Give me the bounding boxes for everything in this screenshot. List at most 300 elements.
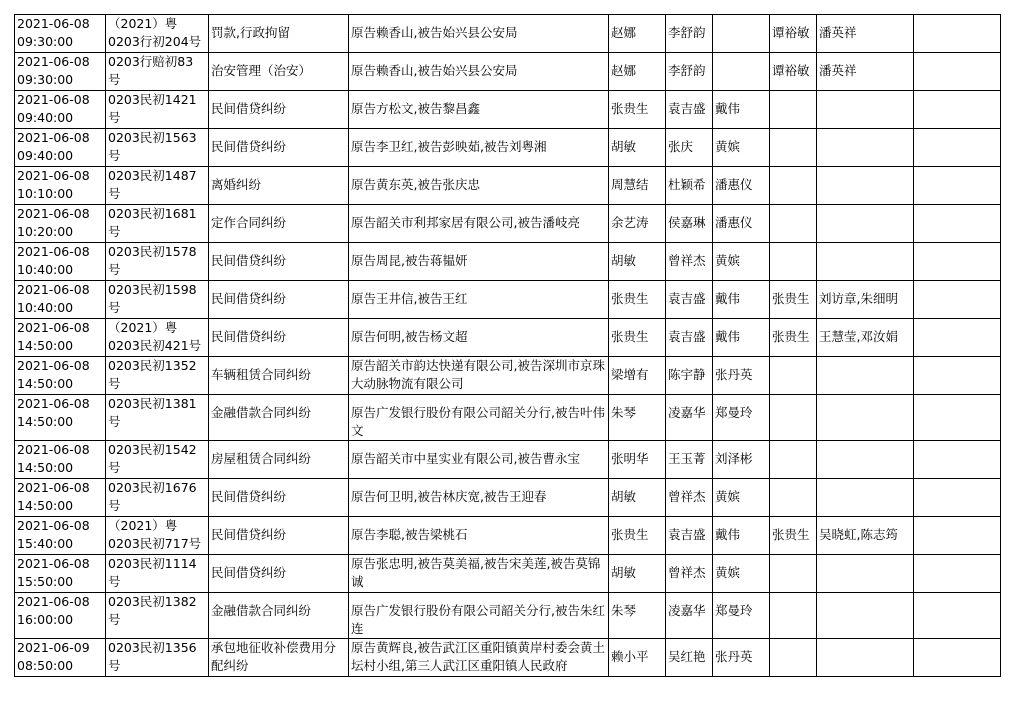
presiding-judge: 赖小平 — [611, 649, 649, 664]
empty-cell — [914, 517, 1001, 555]
presiding-judge: 胡敏 — [611, 489, 637, 504]
member2-cell — [713, 639, 770, 677]
case-cause-cell — [209, 593, 349, 639]
extra1-cell — [770, 639, 817, 677]
case-number-line2: 号 — [108, 658, 121, 673]
hearing-datetime-cell — [15, 517, 106, 555]
member2-cell — [713, 129, 770, 167]
member2-cell — [713, 319, 770, 357]
member1-cell — [666, 555, 713, 593]
case-number-cell — [106, 243, 209, 281]
presiding-judge: 朱琴 — [611, 405, 637, 420]
presiding-judge: 胡敏 — [611, 139, 637, 154]
hearing-datetime-cell — [15, 15, 106, 53]
panel-member-1: 袁吉盛 — [668, 527, 706, 542]
extra2-cell — [817, 479, 914, 517]
presiding-judge-cell — [609, 555, 666, 593]
empty-cell — [914, 441, 1001, 479]
table-row — [15, 91, 1001, 129]
panel-member-2: 黄嫔 — [715, 489, 741, 504]
parties-cell — [349, 639, 609, 677]
case-cause-cell — [209, 243, 349, 281]
case-number-line2: 号 — [108, 262, 121, 277]
panel-member-2: 郑曼玲 — [715, 405, 753, 420]
parties: 原告黄辉良,被告武江区重阳镇黄岸村委会黄土坛村小组,第三人武江区重阳镇人民政府 — [351, 640, 605, 673]
panel-member-2: 戴伟 — [715, 291, 741, 306]
case-number-line1: 0203行赔初83 — [108, 54, 194, 69]
table-row — [15, 129, 1001, 167]
panel-member-1: 曾祥杰 — [668, 565, 706, 580]
case-number-line1: 0203民初1487 — [108, 168, 197, 183]
presiding-judge-cell — [609, 441, 666, 479]
presiding-judge-cell — [609, 357, 666, 395]
parties-cell — [349, 555, 609, 593]
parties: 原告赖香山,被告始兴县公安局 — [351, 63, 518, 78]
case-number-line2: 号 — [108, 110, 121, 125]
table-row — [15, 517, 1001, 555]
panel-member-1: 曾祥杰 — [668, 253, 706, 268]
presiding-judge-cell — [609, 167, 666, 205]
member1-cell — [666, 441, 713, 479]
extra1-cell — [770, 517, 817, 555]
member2-cell — [713, 243, 770, 281]
hearing-date: 2021-06-08 — [17, 556, 90, 571]
hearing-date: 2021-06-08 — [17, 594, 90, 609]
parties-cell — [349, 243, 609, 281]
parties-cell — [349, 91, 609, 129]
parties: 原告王井信,被告王红 — [351, 291, 468, 306]
panel-member-1: 凌嘉华 — [668, 603, 706, 618]
member2-cell — [713, 517, 770, 555]
case-number-cell — [106, 53, 209, 91]
member1-cell — [666, 357, 713, 395]
case-cause-cell — [209, 517, 349, 555]
extra1-cell — [770, 441, 817, 479]
member1-cell — [666, 517, 713, 555]
extra2-cell — [817, 555, 914, 593]
empty-cell — [914, 357, 1001, 395]
presiding-judge: 张明华 — [611, 451, 649, 466]
extra2-cell — [817, 517, 914, 555]
case-number-line1: （2021）粤 — [108, 320, 178, 335]
hearing-time: 10:20:00 — [17, 224, 74, 239]
panel-member-1: 吴红艳 — [668, 649, 706, 664]
presiding-judge-cell — [609, 129, 666, 167]
presiding-judge: 胡敏 — [611, 565, 637, 580]
extra2-cell — [817, 357, 914, 395]
case-number-line2: 号 — [108, 498, 121, 513]
parties-cell — [349, 517, 609, 555]
table-row — [15, 357, 1001, 395]
hearing-date: 2021-06-08 — [17, 130, 90, 145]
empty-cell — [914, 555, 1001, 593]
hearing-time: 14:50:00 — [17, 414, 74, 429]
hearing-datetime-cell — [15, 129, 106, 167]
parties: 原告何卫明,被告林庆宽,被告王迎春 — [351, 489, 547, 504]
parties-cell — [349, 53, 609, 91]
hearing-time: 14:50:00 — [17, 460, 74, 475]
extra-person-2 — [819, 479, 911, 488]
extra1-cell — [770, 91, 817, 129]
panel-member-2 — [715, 53, 767, 62]
extra-person-1 — [772, 91, 814, 100]
case-number-cell — [106, 15, 209, 53]
presiding-judge: 胡敏 — [611, 253, 637, 268]
parties-cell — [349, 167, 609, 205]
empty-cell — [914, 205, 1001, 243]
case-number-line1: 0203民初1563 — [108, 130, 197, 145]
case-cause-cell — [209, 395, 349, 441]
extra-person-1 — [772, 357, 814, 366]
member1-cell — [666, 15, 713, 53]
presiding-judge-cell — [609, 479, 666, 517]
case-number-line1: （2021）粤 — [108, 518, 178, 533]
hearing-date: 2021-06-08 — [17, 442, 90, 457]
hearing-datetime-cell — [15, 639, 106, 677]
case-number-line2: 号 — [108, 460, 121, 475]
parties-cell — [349, 357, 609, 395]
extra1-cell — [770, 555, 817, 593]
case-cause: 民间借贷纠纷 — [211, 489, 287, 504]
case-number-line2: 号 — [108, 300, 121, 315]
court-schedule-table — [14, 14, 1001, 677]
presiding-judge-cell — [609, 639, 666, 677]
hearing-time: 14:50:00 — [17, 376, 74, 391]
panel-member-1: 凌嘉华 — [668, 405, 706, 420]
case-cause: 金融借款合同纠纷 — [211, 603, 312, 618]
panel-member-1: 袁吉盛 — [668, 291, 706, 306]
extra2-cell — [817, 281, 914, 319]
table-row — [15, 479, 1001, 517]
extra-person-1: 谭裕敏 — [772, 25, 810, 40]
empty-cell — [914, 91, 1001, 129]
extra1-cell — [770, 167, 817, 205]
hearing-time: 09:40:00 — [17, 110, 74, 125]
presiding-judge-cell — [609, 53, 666, 91]
hearing-datetime-cell — [15, 281, 106, 319]
case-cause-cell — [209, 53, 349, 91]
hearing-time: 08:50:00 — [17, 658, 74, 673]
case-cause-cell — [209, 91, 349, 129]
panel-member-2: 戴伟 — [715, 527, 741, 542]
hearing-datetime-cell — [15, 441, 106, 479]
extra-person-2 — [819, 357, 911, 366]
case-number-cell — [106, 319, 209, 357]
extra-person-1: 张贵生 — [772, 291, 810, 306]
case-number-line1: 0203民初1114 — [108, 556, 197, 571]
table-row — [15, 639, 1001, 677]
case-cause: 承包地征收补偿费用分配纠纷 — [211, 640, 337, 673]
member2-cell — [713, 555, 770, 593]
extra2-cell — [817, 395, 914, 441]
extra-person-1 — [772, 593, 814, 602]
empty-cell — [914, 15, 1001, 53]
panel-member-2: 郑曼玲 — [715, 603, 753, 618]
presiding-judge-cell — [609, 319, 666, 357]
case-number-line2: 号 — [108, 414, 121, 429]
parties: 原告李卫红,被告彭映茹,被告刘粤湘 — [351, 139, 547, 154]
member1-cell — [666, 593, 713, 639]
presiding-judge: 张贵生 — [611, 527, 649, 542]
case-cause: 民间借贷纠纷 — [211, 253, 287, 268]
case-cause-cell — [209, 319, 349, 357]
table-row — [15, 441, 1001, 479]
case-cause-cell — [209, 357, 349, 395]
case-number-line2: 号 — [108, 574, 121, 589]
extra2-cell — [817, 243, 914, 281]
panel-member-2: 潘惠仪 — [715, 177, 753, 192]
panel-member-2: 黄嫔 — [715, 139, 741, 154]
member2-cell — [713, 281, 770, 319]
panel-member-1: 李舒韵 — [668, 63, 706, 78]
case-cause: 车辆租赁合同纠纷 — [211, 367, 312, 382]
case-number-line1: 0203民初1356 — [108, 640, 197, 655]
case-cause-cell — [209, 205, 349, 243]
presiding-judge: 张贵生 — [611, 329, 649, 344]
hearing-date: 2021-06-08 — [17, 168, 90, 183]
member1-cell — [666, 91, 713, 129]
member2-cell — [713, 167, 770, 205]
extra1-cell — [770, 243, 817, 281]
case-cause-cell — [209, 167, 349, 205]
member2-cell — [713, 15, 770, 53]
panel-member-2: 潘惠仪 — [715, 215, 753, 230]
case-cause: 民间借贷纠纷 — [211, 329, 287, 344]
presiding-judge: 张贵生 — [611, 291, 649, 306]
extra1-cell — [770, 53, 817, 91]
case-number-cell — [106, 281, 209, 319]
member1-cell — [666, 53, 713, 91]
table-row — [15, 15, 1001, 53]
case-number-line1: 0203民初1542 — [108, 442, 197, 457]
hearing-datetime-cell — [15, 167, 106, 205]
parties-cell — [349, 15, 609, 53]
presiding-judge-cell — [609, 205, 666, 243]
case-cause: 离婚纠纷 — [211, 177, 262, 192]
empty-cell — [914, 319, 1001, 357]
extra1-cell — [770, 129, 817, 167]
extra2-cell — [817, 639, 914, 677]
hearing-datetime-cell — [15, 555, 106, 593]
extra-person-2: 王慧莹,邓汝娟 — [819, 329, 898, 344]
parties: 原告赖香山,被告始兴县公安局 — [351, 25, 518, 40]
case-number-cell — [106, 639, 209, 677]
table-row — [15, 281, 1001, 319]
hearing-time: 14:50:00 — [17, 498, 74, 513]
extra-person-1 — [772, 395, 814, 404]
extra1-cell — [770, 357, 817, 395]
presiding-judge: 周慧结 — [611, 177, 649, 192]
member2-cell — [713, 91, 770, 129]
case-cause-cell — [209, 441, 349, 479]
member2-cell — [713, 357, 770, 395]
parties-cell — [349, 441, 609, 479]
table-row — [15, 205, 1001, 243]
hearing-time: 15:50:00 — [17, 574, 74, 589]
member1-cell — [666, 243, 713, 281]
parties-cell — [349, 205, 609, 243]
case-number-cell — [106, 91, 209, 129]
panel-member-1: 杜颖希 — [668, 177, 706, 192]
case-number-line2: 0203民初421号 — [108, 338, 202, 353]
case-number-line1: （2021）粤 — [108, 16, 178, 31]
hearing-date: 2021-06-08 — [17, 16, 90, 31]
panel-member-1: 袁吉盛 — [668, 101, 706, 116]
presiding-judge: 赵娜 — [611, 63, 637, 78]
extra-person-2 — [819, 395, 911, 404]
extra-person-2 — [819, 129, 911, 138]
panel-member-2: 张丹英 — [715, 367, 753, 382]
panel-member-1: 侯嘉琳 — [668, 215, 706, 230]
case-cause-cell — [209, 281, 349, 319]
case-cause-cell — [209, 639, 349, 677]
member1-cell — [666, 479, 713, 517]
case-number-line1: 0203民初1421 — [108, 92, 197, 107]
parties: 原告何明,被告杨文超 — [351, 329, 468, 344]
extra2-cell — [817, 15, 914, 53]
case-number-line2: 号 — [108, 612, 121, 627]
panel-member-2: 黄嫔 — [715, 565, 741, 580]
extra-person-2: 潘英祥 — [819, 63, 857, 78]
case-cause: 民间借贷纠纷 — [211, 101, 287, 116]
case-cause: 民间借贷纠纷 — [211, 139, 287, 154]
hearing-datetime-cell — [15, 243, 106, 281]
hearing-datetime-cell — [15, 479, 106, 517]
hearing-time: 09:30:00 — [17, 34, 74, 49]
member1-cell — [666, 129, 713, 167]
hearing-date: 2021-06-08 — [17, 92, 90, 107]
presiding-judge-cell — [609, 517, 666, 555]
presiding-judge-cell — [609, 395, 666, 441]
hearing-time: 16:00:00 — [17, 612, 74, 627]
presiding-judge-cell — [609, 593, 666, 639]
hearing-time: 15:40:00 — [17, 536, 74, 551]
case-number-line1: 0203民初1352 — [108, 358, 197, 373]
panel-member-1: 李舒韵 — [668, 25, 706, 40]
panel-member-2 — [715, 15, 767, 24]
parties: 原告黄东英,被告张庆忠 — [351, 177, 480, 192]
empty-cell — [914, 479, 1001, 517]
member1-cell — [666, 319, 713, 357]
hearing-datetime-cell — [15, 91, 106, 129]
extra-person-2: 刘访章,朱细明 — [819, 291, 898, 306]
case-cause: 罚款,行政拘留 — [211, 25, 290, 40]
parties: 原告李聪,被告梁桃石 — [351, 527, 468, 542]
parties: 原告韶关市韵达快递有限公司,被告深圳市京珠大动脉物流有限公司 — [351, 358, 605, 391]
member2-cell — [713, 205, 770, 243]
extra1-cell — [770, 395, 817, 441]
parties: 原告方松文,被告黎昌鑫 — [351, 101, 480, 116]
case-number-line2: 号 — [108, 186, 121, 201]
table-row — [15, 395, 1001, 441]
case-number-cell — [106, 395, 209, 441]
extra2-cell — [817, 53, 914, 91]
member2-cell — [713, 593, 770, 639]
case-number-line2: 0203民初717号 — [108, 536, 202, 551]
case-cause: 金融借款合同纠纷 — [211, 405, 312, 420]
case-number-line1: 0203民初1382 — [108, 594, 197, 609]
case-cause: 民间借贷纠纷 — [211, 565, 287, 580]
case-number-cell — [106, 555, 209, 593]
case-number-cell — [106, 441, 209, 479]
table-row — [15, 243, 1001, 281]
extra-person-1 — [772, 479, 814, 488]
hearing-time: 10:40:00 — [17, 262, 74, 277]
empty-cell — [914, 593, 1001, 639]
extra-person-1 — [772, 639, 814, 648]
parties-cell — [349, 479, 609, 517]
extra2-cell — [817, 205, 914, 243]
case-number-line2: 号 — [108, 376, 121, 391]
case-cause-cell — [209, 479, 349, 517]
parties: 原告张忠明,被告莫美福,被告宋美莲,被告莫锦诚 — [351, 556, 601, 589]
extra1-cell — [770, 205, 817, 243]
hearing-date: 2021-06-08 — [17, 358, 90, 373]
presiding-judge: 梁增有 — [611, 367, 649, 382]
case-number-cell — [106, 205, 209, 243]
empty-cell — [914, 53, 1001, 91]
extra-person-2 — [819, 91, 911, 100]
extra2-cell — [817, 129, 914, 167]
case-number-cell — [106, 517, 209, 555]
member2-cell — [713, 479, 770, 517]
parties: 原告广发银行股份有限公司韶关分行,被告叶伟文 — [351, 405, 605, 438]
empty-cell — [914, 129, 1001, 167]
extra-person-2 — [819, 167, 911, 176]
extra1-cell — [770, 281, 817, 319]
parties: 原告韶关市中星实业有限公司,被告曹永宝 — [351, 451, 580, 466]
hearing-date: 2021-06-08 — [17, 320, 90, 335]
extra2-cell — [817, 167, 914, 205]
presiding-judge: 余艺涛 — [611, 215, 649, 230]
case-number-cell — [106, 167, 209, 205]
panel-member-1: 袁吉盛 — [668, 329, 706, 344]
hearing-datetime-cell — [15, 593, 106, 639]
presiding-judge: 张贵生 — [611, 101, 649, 116]
member1-cell — [666, 639, 713, 677]
hearing-date: 2021-06-09 — [17, 640, 90, 655]
hearing-datetime-cell — [15, 205, 106, 243]
hearing-time: 09:30:00 — [17, 72, 74, 87]
hearing-date: 2021-06-08 — [17, 282, 90, 297]
empty-cell — [914, 243, 1001, 281]
parties-cell — [349, 281, 609, 319]
hearing-date: 2021-06-08 — [17, 396, 90, 411]
extra-person-2 — [819, 639, 911, 648]
case-cause-cell — [209, 555, 349, 593]
parties-cell — [349, 319, 609, 357]
hearing-time: 09:40:00 — [17, 148, 74, 163]
extra-person-1: 张贵生 — [772, 527, 810, 542]
case-number-line1: 0203民初1381 — [108, 396, 197, 411]
hearing-date: 2021-06-08 — [17, 518, 90, 533]
case-number-cell — [106, 479, 209, 517]
member1-cell — [666, 281, 713, 319]
presiding-judge-cell — [609, 243, 666, 281]
panel-member-1: 曾祥杰 — [668, 489, 706, 504]
extra-person-1: 谭裕敏 — [772, 63, 810, 78]
empty-cell — [914, 639, 1001, 677]
panel-member-2: 黄嫔 — [715, 253, 741, 268]
extra-person-1 — [772, 441, 814, 450]
case-number-line2: 0203行初204号 — [108, 34, 202, 49]
case-cause: 民间借贷纠纷 — [211, 527, 287, 542]
parties-cell — [349, 593, 609, 639]
panel-member-1: 张庆 — [668, 139, 694, 154]
extra2-cell — [817, 441, 914, 479]
member2-cell — [713, 395, 770, 441]
extra-person-1 — [772, 243, 814, 252]
